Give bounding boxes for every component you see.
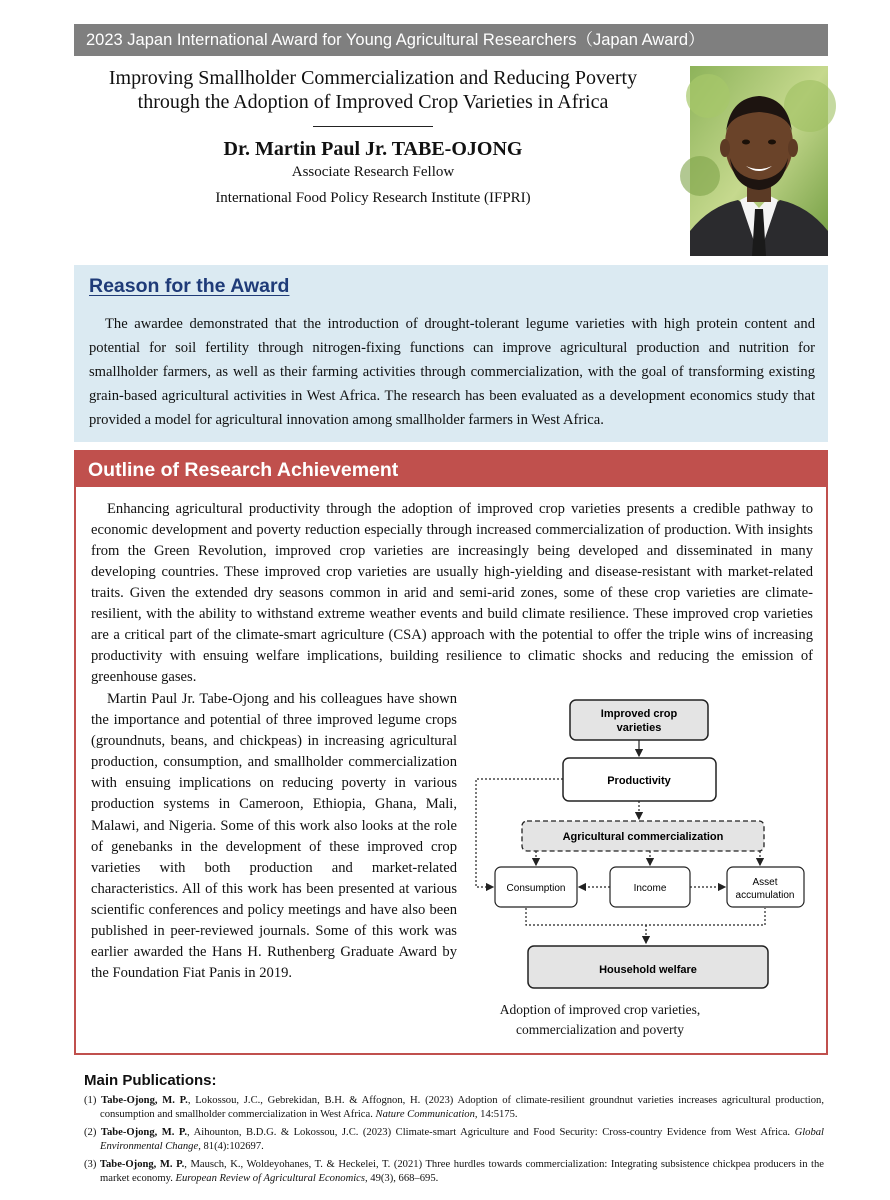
publication-item <box>84 1094 824 1122</box>
publication-number: (3) <box>84 1159 97 1170</box>
author-name: Dr. Martin Paul Jr. TABE-OJONG <box>223 138 523 160</box>
publication-author: Tabe-Ojong, M. P. <box>100 1127 188 1138</box>
flow-diagram-lower <box>400 908 820 992</box>
author-photo <box>690 66 828 256</box>
publication-number: (2) <box>84 1127 97 1138</box>
node-improved-varieties <box>570 700 708 740</box>
award-title: 2023 Japan International Award for Young Agricultural Researchers（Japan Award） <box>86 31 705 49</box>
reason-heading: Reason for the Award <box>89 275 290 297</box>
figure-caption-line-1: Adoption of improved crop varieties, <box>499 1002 701 1017</box>
publication-item <box>84 1126 824 1154</box>
title-block <box>74 66 672 209</box>
node-income-label: Income <box>633 883 667 894</box>
outline-heading: Outline of Research Achievement <box>76 452 826 487</box>
node-asset-label-2: accumulation <box>735 890 795 901</box>
publication-citation: , Aihounton, B.D.G. & Lokossou, J.C. (2023) Climate-smart Agriculture and Food Security: Cross-country Evidence from West Africa. <box>187 1127 795 1138</box>
reason-paragraph: The awardee demonstrated that the introduction of drought-tolerant legume varieties with high protein content and potential for soil fertility through nitrogen-fixing functions can improve agricultural production and nutrition for smallholder farmers, as well as their farming activities through commercialization, with the goal of transforming existing grain-based agricultural activities in West Africa. The research has been evaluated as a development economics study that provided a model for agricultural innovation among smallholder farmers in West Africa. <box>89 316 815 428</box>
node-consumption-label: Consumption <box>506 883 566 894</box>
award-banner <box>74 24 828 56</box>
node-welfare-label: Household welfare <box>599 964 697 976</box>
publication-citation: , Mausch, K., Woldeyohanes, T. & Heckelei, T. (2021) Three hurdles towards commercialization: Integrating subsistence chickpea producers in the market economy. <box>100 1159 824 1184</box>
author-position: Associate Research Fellow <box>291 164 455 180</box>
figure-caption-line-2: commercialization and poverty <box>516 1022 684 1037</box>
node-improved-label-1: Improved crop <box>600 708 678 720</box>
publication-journal: Global Environmental Change <box>100 1127 824 1152</box>
node-productivity-label: Productivity <box>607 775 671 787</box>
bracket-outcomes <box>526 908 765 925</box>
publication-journal: Nature Communication <box>375 1109 475 1120</box>
publication-citation: , Lokossou, J.C., Gebrekidan, B.H. & Affognon, H. (2023) Adoption of climate-resilient groundnut varieties increases agricultural production, consumption and smallholder commercialization in West Africa. <box>100 1095 824 1120</box>
outline-paragraph-2: Martin Paul Jr. Tabe-Ojong and his colleagues have shown the importance and potential of three improved legume crops (groundnuts, beans, and chickpeas) in increasing agricultural production, consumption, and smallholder commercialization with ensuing implications on reducing poverty in various production systems in Cameroon, Ethiopia, Ghana, Mali, Malawi, and Nigeria. Some of this work also looks at the role of genebanks in the development of these improved crop varieties with both production and market-related characteristics. All of this work has been presented at various scientific conferences and policy meetings and have also been published in peer-reviewed journals. Some of this work was earlier awarded the Hans H. Ruthenberg Graduate Award by the Foundation Fiat Panis in 2019. <box>91 691 457 982</box>
title-divider <box>313 126 433 127</box>
publications-section <box>84 1072 824 1190</box>
publication-author: Tabe-Ojong, M. P. <box>101 1095 188 1106</box>
node-improved-label-2: varieties <box>616 722 662 734</box>
publications-heading: Main Publications: <box>84 1072 217 1089</box>
reason-section <box>74 265 828 442</box>
author-institution: International Food Policy Research Institute (IFPRI) <box>215 190 531 206</box>
node-commercialization-label: Agricultural commercialization <box>562 831 724 843</box>
publication-journal: European Review of Agricultural Economics <box>175 1173 365 1184</box>
node-asset-label-1: Asset <box>752 877 778 888</box>
outline-paragraph-1: Enhancing agricultural productivity through the adoption of improved crop varieties presents a credible pathway to economic development and poverty reduction especially through increased commercialization of production. With insights from the Green Revolution, improved crop varieties are increasingly being developed and disseminated in many developing countries. These improved crop varieties are usually high-yielding and disease-resistant with market-related traits. Given the extended dry seasons common in arid and semi-arid zones, some of these crop varieties are climate-resilient, with the ability to withstand extreme weather events and build climate resilience. These improved crop varieties are a critical part of the climate-smart agriculture (CSA) approach with the potential to offer the triple wins of increasing productivity with ensuing welfare implications, building resilience to climatic shocks and reducing the emission of greenhouse gases. <box>91 501 813 685</box>
paper-title-line-1: Improving Smallholder Commercialization and Reducing Poverty <box>108 67 638 89</box>
publication-number: (1) <box>84 1095 97 1106</box>
flow-diagram <box>400 693 795 918</box>
publication-volume: , 81(4):102697. <box>198 1141 264 1152</box>
paper-title-line-2: through the Adoption of Improved Crop Varieties in Africa <box>137 91 609 113</box>
figure-caption <box>480 1000 720 1040</box>
publication-volume: , 49(3), 668–695. <box>365 1173 439 1184</box>
publication-item <box>84 1158 824 1186</box>
publication-author: Tabe-Ojong, M. P. <box>99 1159 185 1170</box>
publication-volume: , 14:5175. <box>474 1109 518 1120</box>
